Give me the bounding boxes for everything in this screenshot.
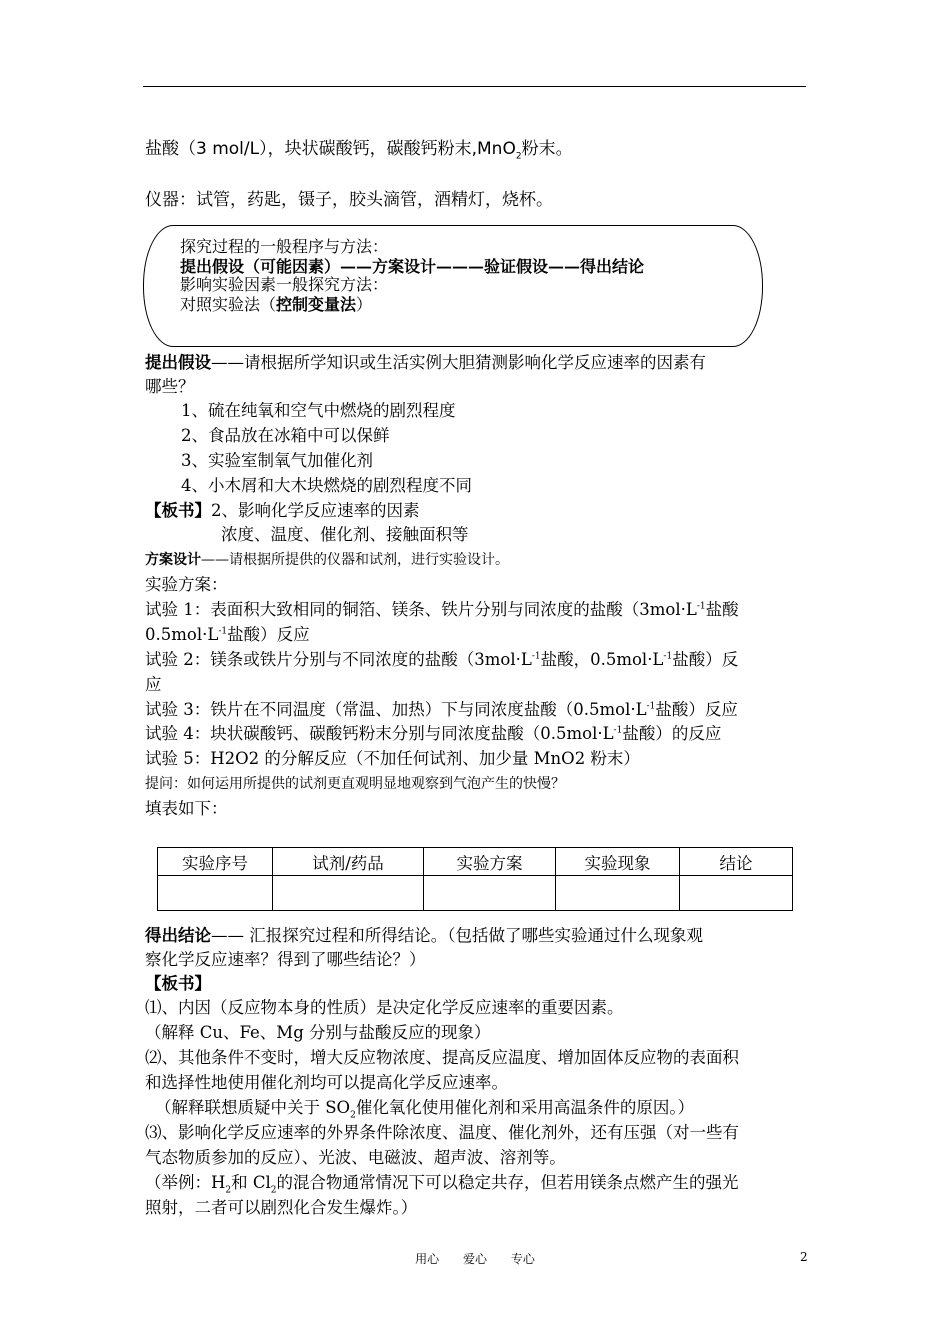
board2-p1-note: （解释 Cu、Fe、Mg 分别与盐酸反应的现象） [145, 1023, 491, 1042]
trial-5-line: 试验 5：H2O2 的分解反应（不加任何试剂、加少量 MnO2 粉末） [145, 749, 640, 768]
trial-2-line-1: 试验 2：镁条或铁片分别与不同浓度的盐酸（$3mol\cdot L^{-1}$盐酸，$0.5mol\cdot L^{-1}$盐酸）反 [145, 650, 739, 669]
table-header-row [158, 848, 793, 876]
table-cell [158, 876, 273, 911]
board2-p2-line-2: 和选择性地使用催化剂均可以提高化学反应速率。 [145, 1073, 508, 1092]
footer-text: 爱心 [462, 1252, 487, 1266]
box-line-2: 提出假设（可能因素）——方案设计———验证假设——得出结论 [180, 257, 645, 276]
table-cell [556, 876, 680, 911]
plan-title: 实验方案： [145, 575, 228, 594]
experiment-table [157, 847, 793, 911]
footer-text: 专心 [510, 1252, 535, 1266]
fill-line: 填表如下： [145, 799, 228, 818]
hypothesis-line-2: 哪些？ [145, 377, 195, 396]
hypothesis-item: 1、硫在纯氧和空气中燃烧的剧烈程度 [181, 401, 456, 420]
hypothesis-item: 2、食品放在冰箱中可以保鲜 [181, 426, 390, 445]
header-rule [143, 86, 806, 87]
board2-p3-line-2: 气态物质参加的反应）、光波、电磁波、超声波、溶剂等。 [145, 1148, 566, 1167]
hypothesis-item: 4、小木屑和大木块燃烧的剧烈程度不同 [181, 476, 472, 495]
box-line-1: 探究过程的一般程序与方法： [180, 237, 389, 256]
trial-1-line-1: 试验 1：表面积大致相同的铜箔、镁条、铁片分别与同浓度的盐酸（$3mol\cdot L^{-1}$盐酸 [145, 600, 739, 619]
question-line: 提问：如何运用所提供的试剂更直观明显地观察到气泡产生的快慢？ [145, 776, 565, 792]
table-cell [273, 876, 424, 911]
table-cell [680, 876, 793, 911]
board2-head: 【板书】 [145, 974, 211, 993]
trial-4-line: 试验 4：块状碳酸钙、碳酸钙粉末分别与同浓度盐酸（$0.5mol\cdot L^{-1}$盐酸）的反应 [145, 724, 722, 743]
reagents-line: 盐酸（3 mol/L），块状碳酸钙，碳酸钙粉末,MnO$_2$粉末。 [145, 139, 573, 162]
table-cell [424, 876, 556, 911]
board1-line: 【板书】2、影响化学反应速率的因素 [145, 501, 420, 520]
board2-p3-line-1: ⑶、影响化学反应速率的外界条件除浓度、温度、催化剂外，还有压强（对一些有 [145, 1123, 739, 1142]
conclusion-line-2: 察化学反应速率？得到了哪些结论？） [145, 950, 426, 969]
box-line-3: 影响实验因素一般探究方法： [180, 275, 389, 294]
board2-p2-line-1: ⑵、其他条件不变时，增大反应物浓度、提高反应温度、增加固体反应物的表面积 [145, 1048, 739, 1067]
table-header-cell: 结论 [680, 848, 793, 876]
board2-p2-note: （解释联想质疑中关于 $SO_2$催化氧化使用催化剂和采用高温条件的原因。） [155, 1098, 695, 1121]
page-number: 2 [800, 1250, 808, 1264]
hypothesis-line-1: 提出假设——请根据所学知识或生活实例大胆猜测影响化学反应速率的因素有 [145, 353, 706, 372]
table-header-cell: 实验现象 [556, 848, 680, 876]
trial-2-line-2: 应 [145, 675, 162, 694]
trial-1-line-2: $0.5mol\cdot L^{-1}$盐酸）反应 [145, 625, 310, 644]
board1-sub: 浓度、温度、催化剂、接触面积等 [221, 525, 469, 544]
footer-text: 用心 [415, 1252, 440, 1266]
design-line: 方案设计——请根据所提供的仪器和试剂，进行实验设计。 [145, 552, 509, 568]
trial-3-line: 试验 3：铁片在不同温度（常温、加热）下与同浓度盐酸（$0.5mol\cdot L^{-1}$盐酸）反应 [145, 700, 738, 719]
table-header-cell: 试剂/药品 [273, 848, 424, 876]
box-line-4: 对照实验法（控制变量法） [180, 295, 373, 314]
table-header-cell: 实验方案 [424, 848, 556, 876]
hypothesis-item: 3、实验室制氧气加催化剂 [181, 451, 373, 470]
table-header-cell: 实验序号 [158, 848, 273, 876]
instruments-line: 仪器：试管，药匙，镊子，胶头滴管，酒精灯，烧杯。 [145, 190, 553, 210]
board2-p1: ⑴、内因（反应物本身的性质）是决定化学反应速率的重要因素。 [145, 998, 624, 1017]
board2-example-line-2: 照射，二者可以剧烈化合发生爆炸。） [145, 1198, 418, 1217]
board2-example-line-1: （举例：$H_2$和 $Cl_2$的混合物通常情况下可以稳定共存，但若用镁条点燃产生的强光 [145, 1173, 739, 1196]
conclusion-line-1: 得出结论—— 汇报探究过程和所得结论。（包括做了哪些实验通过什么现象观 [145, 926, 703, 945]
table-row [158, 876, 793, 911]
